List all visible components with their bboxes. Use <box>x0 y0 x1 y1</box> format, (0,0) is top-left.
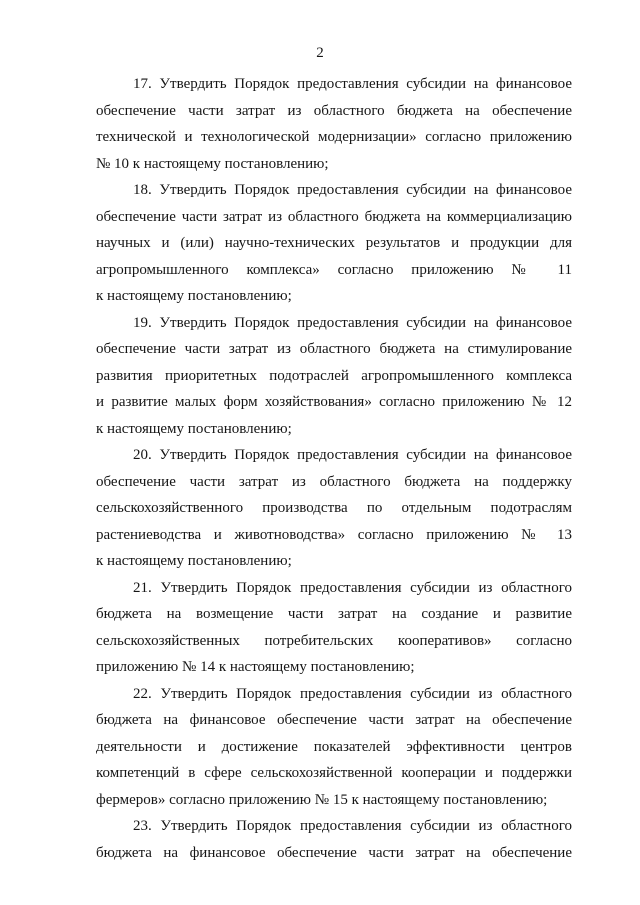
paragraph-20-line-1: 20. Утвердить Порядок предоставления субсидии на финансовое <box>133 447 572 463</box>
paragraph-21-line-3: сельскохозяйственных потребительских кооперативов» согласно <box>96 632 572 649</box>
paragraph-20-line-5: к настоящему постановлению; <box>96 553 292 569</box>
paragraph-22-line-5: фермеров» согласно приложению № 15 к настоящему постановлению; <box>96 791 548 808</box>
page-number: 2 <box>316 45 324 61</box>
paragraph-19-line-4: и развитие малых форм хозяйствования» согласно приложению № 12 <box>96 394 572 410</box>
paragraph-22-line-4: компетенций в сфере сельскохозяйственной кооперации и поддержки <box>96 765 572 781</box>
paragraph-22-line-2: бюджета на финансовое обеспечение части затрат на обеспечение <box>96 712 572 728</box>
paragraph-21-line-4: приложению № 14 к настоящему постановлению; <box>96 659 415 675</box>
paragraph-19-line-1: 19. Утвердить Порядок предоставления субсидии на финансовое <box>133 314 572 331</box>
paragraph-17-line-1: 17. Утвердить Порядок предоставления субсидии на финансовое <box>133 76 572 92</box>
paragraph-19-line-2: обеспечение части затрат из областного бюджета на стимулирование <box>96 341 572 357</box>
paragraph-21-line-1: 21. Утвердить Порядок предоставления субсидии из областного <box>133 579 572 596</box>
paragraph-18-line-4: агропромышленного комплекса» согласно приложению № 11 <box>96 261 572 278</box>
paragraph-19-line-3: развития приоритетных подотраслей агропромышленного комплекса <box>96 367 572 384</box>
paragraph-18-line-5: к настоящему постановлению; <box>96 288 292 304</box>
paragraph-20-line-2: обеспечение части затрат из областного бюджета на поддержку <box>96 473 572 490</box>
paragraph-18-line-3: научных и (или) научно-технических результатов и продукции для <box>96 235 572 251</box>
paragraph-17-line-3: технической и технологической модернизации» согласно приложению <box>96 129 572 145</box>
paragraph-18-line-1: 18. Утвердить Порядок предоставления субсидии на финансовое <box>133 182 572 198</box>
paragraph-23-line-1: 23. Утвердить Порядок предоставления субсидии из областного <box>133 818 572 834</box>
paragraph-17-line-2: обеспечение части затрат из областного бюджета на обеспечение <box>96 102 572 119</box>
paragraph-22-line-3: деятельности и достижение показателей эффективности центров <box>96 738 572 755</box>
paragraph-22-line-1: 22. Утвердить Порядок предоставления субсидии из областного <box>133 685 572 702</box>
paragraph-20-line-4: растениеводства и животноводства» согласно приложению № 13 <box>96 526 572 543</box>
paragraph-19-line-5: к настоящему постановлению; <box>96 420 292 437</box>
paragraph-21-line-2: бюджета на возмещение части затрат на создание и развитие <box>96 606 572 622</box>
paragraph-18-line-2: обеспечение части затрат из областного бюджета на коммерциализацию <box>96 208 572 225</box>
paragraph-23-line-2: бюджета на финансовое обеспечение части затрат на обеспечение <box>96 844 572 861</box>
paragraph-20-line-3: сельскохозяйственного производства по отдельным подотраслям <box>96 500 572 516</box>
paragraph-17-line-4: № 10 к настоящему постановлению; <box>96 155 329 172</box>
